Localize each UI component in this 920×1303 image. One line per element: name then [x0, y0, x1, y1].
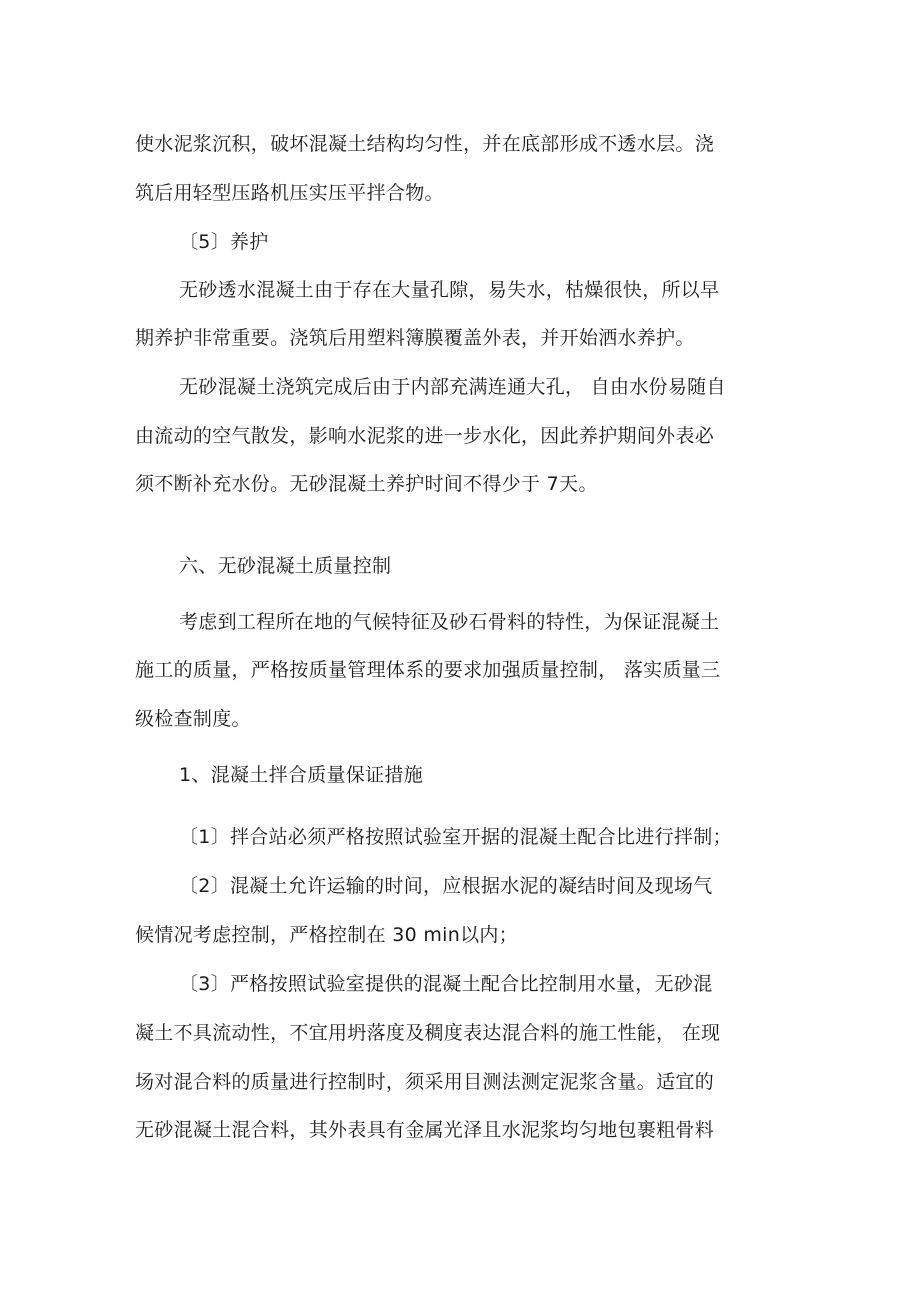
chapter-heading: 六、无砂混凝土质量控制: [179, 555, 392, 577]
paragraph-line: 无砂混凝土混合料，其外表具有金属光泽且水泥浆均匀地包裹粗骨料: [135, 1119, 715, 1141]
section-heading: 1、混凝土拌合质量保证措施: [179, 764, 423, 786]
paragraph-line: 候情况考虑控制，严格控制在 30 min以内；: [135, 924, 518, 946]
paragraph-line: 级检查制度。: [135, 708, 251, 730]
section-heading: 〔5〕养护: [179, 231, 269, 253]
paragraph-line: 考虑到工程所在地的气候特征及砂石骨料的特性，为保证混凝土: [179, 611, 720, 633]
paragraph-line: 使水泥浆沉积，破坏混凝土结构均匀性，并在底部形成不透水层。浇: [135, 133, 715, 155]
paragraph-line: 场对混合料的质量进行控制时，须采用目测法测定泥浆含量。适宜的: [135, 1071, 715, 1093]
paragraph-line: 无砂混凝土浇筑完成后由于内部充满连通大孔， 自由水份易随自: [179, 376, 726, 398]
paragraph-line: 凝土不具流动性，不宜用坍落度及稠度表达混合料的施工性能， 在现: [135, 1022, 721, 1044]
paragraph-line: 期养护非常重要。浇筑后用塑料簿膜覆盖外表，并开始洒水养护。: [135, 327, 695, 349]
list-item: 〔2〕混凝土允许运输的时间，应根据水泥的凝结时间及现场气: [179, 875, 713, 897]
paragraph-line: 筑后用轻型压路机压实压平拌合物。: [135, 182, 444, 204]
list-item: 〔1〕拌合站必须严格按照试验室开据的混凝土配合比进行拌制；: [179, 826, 732, 848]
paragraph-line: 由流动的空气散发，影响水泥浆的进一步水化，因此养护期间外表必: [135, 425, 715, 447]
paragraph-line: 须不断补充水份。无砂混凝土养护时间不得少于 7天。: [135, 473, 598, 495]
paragraph-line: 无砂透水混凝土由于存在大量孔隙，易失水，枯燥很快，所以早: [179, 279, 720, 301]
paragraph-line: 施工的质量，严格按质量管理体系的要求加强质量控制， 落实质量三: [135, 659, 721, 681]
list-item: 〔3〕严格按照试验室提供的混凝土配合比控制用水量，无砂混: [179, 973, 713, 995]
